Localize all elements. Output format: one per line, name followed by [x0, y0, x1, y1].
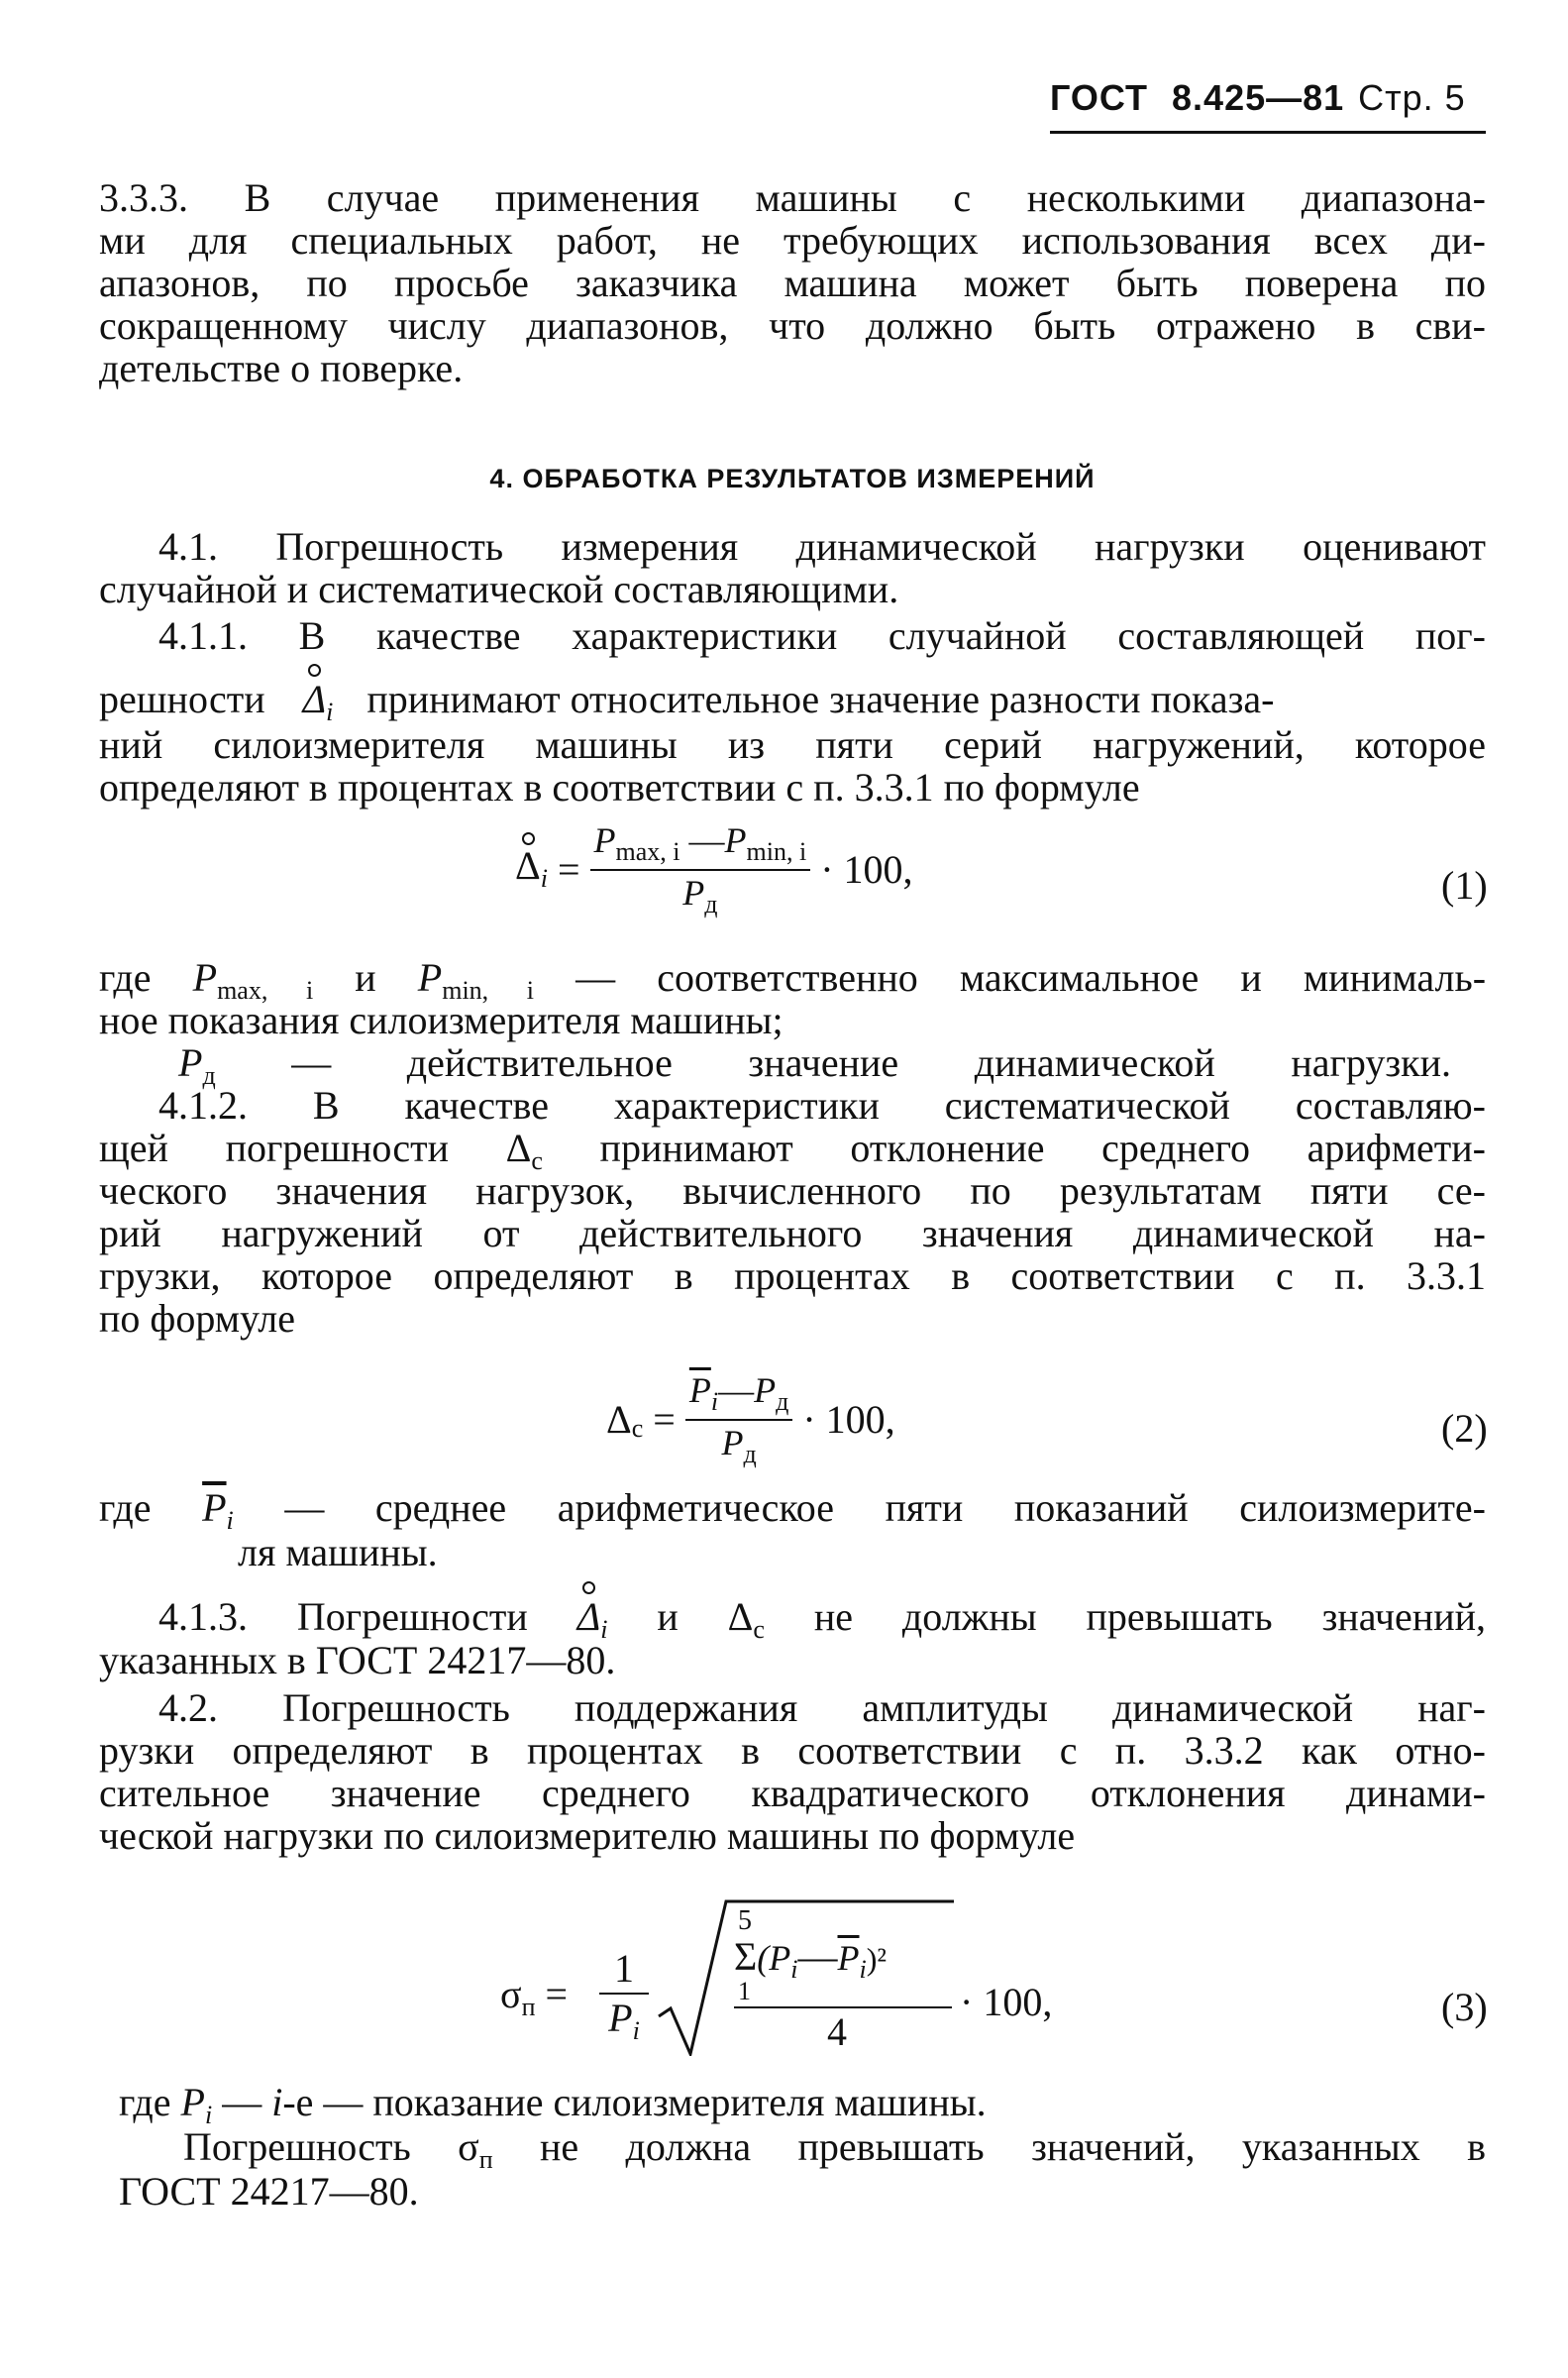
delta-symbol: Δ	[505, 1126, 532, 1170]
minus-sign: —	[679, 820, 725, 860]
symbol-subscript: c	[753, 1615, 765, 1644]
inner-fraction-bar	[734, 2006, 952, 2008]
paragraph-4-1-line-1: 4.1. Погрешность измерения динамической нагрузки оценивают	[158, 524, 1486, 569]
sum-lower-limit: 1	[738, 1977, 751, 2005]
numerator-symbol: P	[724, 820, 747, 860]
symbol-subscript: п	[478, 2145, 493, 2174]
symbol-subscript: c	[531, 1146, 543, 1175]
text-span: принимают отклонение среднего арифмети-	[599, 1126, 1486, 1170]
text-span: не должны превышать значений,	[813, 1594, 1487, 1639]
text-span: — действительное значение динамической нагрузки.	[291, 1040, 1451, 1085]
numerator-sub: д	[776, 1387, 789, 1416]
formula-1-denominator	[590, 871, 811, 918]
formula-3-prefactor	[599, 1946, 649, 2045]
paragraph-4-1-1-line-3: ний силоизмерителя машины из пяти серий нагружений, которое	[99, 722, 1486, 767]
formula-1-number: (1)	[1441, 863, 1488, 908]
denominator-symbol: P	[682, 873, 705, 913]
symbol-subscript: п	[521, 1993, 536, 2021]
paragraph-4-1-1-line-1: 4.1.1. В качестве характеристики случайной составляющей пог-	[158, 613, 1486, 658]
symbol-subscript: i	[226, 1506, 234, 1535]
formula-1-fraction	[590, 822, 811, 918]
header-standard-number: 8.425—81	[1172, 77, 1345, 118]
text-span: где	[119, 2080, 171, 2124]
formula-2-denominator	[685, 1421, 792, 1467]
text-span: не должна превышать значений, указанных в	[540, 2124, 1486, 2169]
paragraph-4-1-2-line-1: 4.1.2. В качестве характеристики систематической составляю-	[158, 1083, 1486, 1128]
paragraph-3-3-3-line-1: 3.3.3. В случае применения машины с несколькими диапазона-	[99, 175, 1486, 220]
text-span: и	[355, 955, 376, 1000]
text-span: где	[99, 955, 152, 1000]
paragraph-4-2-line-3: сительное значение среднего квадратического отклонения динами-	[99, 1771, 1486, 1815]
formula-3-number: (3)	[1441, 1985, 1488, 2029]
where-1-line-2: ное показания силоизмерителя машины;	[99, 998, 784, 1042]
symbol-subscript: max, i	[217, 976, 314, 1005]
formula-3-tail: · 100,	[960, 1980, 1053, 2024]
delta-ring-symbol: Δ	[302, 677, 327, 721]
formula-1: $\Delta_i$ = $\frac{P_{max, i} —P_{min, i}}{P_д}$ · 100,	[515, 820, 913, 919]
numerator-sub: min, i	[746, 837, 807, 866]
numerator-symbol: P	[754, 1370, 777, 1410]
symbol-p: P	[178, 1040, 203, 1085]
paragraph-3-3-3-line-4: сокращенному числу диапазонов, что должно быть отражено в сви-	[99, 303, 1486, 348]
inner-denominator: 4	[827, 2009, 847, 2054]
paragraph-4-1-1-line-4: определяют в процентах в соответствии с п. 3.3.1 по формуле	[99, 765, 1140, 810]
numerator-symbol: P	[593, 820, 616, 860]
section-4-title: 4. ОБРАБОТКА РЕЗУЛЬТАТОВ ИЗМЕРЕНИЙ	[489, 464, 1096, 493]
formula-1-tail: · 100,	[820, 847, 913, 892]
formula-1-lhs: Δ	[515, 843, 541, 889]
paragraph-4-1-2-line-3: ческого значения нагрузок, вычисленного по результатам пяти се-	[99, 1168, 1486, 1213]
delta-ring-symbol: Δ	[576, 1594, 601, 1639]
formula-1-numerator	[590, 822, 811, 871]
delta-symbol: Δ	[727, 1594, 754, 1639]
symbol-subscript: i	[600, 1615, 608, 1644]
formula-3-sum-expression	[734, 1934, 887, 1984]
minus-sign: —	[718, 1370, 755, 1410]
sigma-symbol: σ	[500, 1972, 522, 2016]
text-span: щей погрешности	[99, 1126, 449, 1170]
denominator-symbol: P	[721, 1423, 744, 1462]
text-span: принимают относительное значение разности показа-	[366, 677, 1275, 721]
sum-symbol: Σ	[734, 1934, 758, 1979]
symbol-i: i	[271, 2080, 283, 2124]
text-span: —	[222, 2080, 262, 2124]
paragraph-3-3-3-line-2: ми для специальных работ, не требующих использования всех ди-	[99, 218, 1486, 263]
numerator-sub: i	[710, 1387, 719, 1416]
prefactor-numerator: 1	[599, 1949, 649, 1995]
header-rule	[1050, 131, 1486, 134]
text-span: -е — показание силоизмерителя машины.	[282, 2080, 987, 2124]
inner-close: )²	[866, 1941, 887, 1977]
formula-2-number: (2)	[1441, 1406, 1488, 1451]
prefactor-denominator	[599, 1995, 649, 2044]
text-span: — среднее арифметическое пяти показаний силоизмерите-	[284, 1485, 1487, 1530]
text-span: и	[657, 1594, 679, 1639]
paragraph-4-1-line-2: случайной и систематической составляющими.	[99, 567, 899, 611]
minus-sign: —	[797, 1934, 838, 1979]
text-span: — соответственно максимальное и минималь-	[575, 955, 1487, 1000]
symbol-p: P	[608, 1996, 633, 2040]
paragraph-4-2-line-1: 4.2. Погрешность поддержания амплитуды динамической наг-	[158, 1685, 1486, 1730]
denominator-sub: д	[743, 1440, 757, 1468]
symbol-subscript: i	[790, 1955, 798, 1984]
page-header	[1050, 77, 1486, 119]
formula-3	[500, 1888, 1095, 2096]
inner-term: (P	[757, 1938, 791, 1978]
symbol-p: P	[417, 955, 443, 1000]
paragraph-3-3-3-line-5: детельстве о поверке.	[99, 346, 464, 390]
symbol-subscript: min, i	[442, 976, 535, 1005]
paragraph-4-2-line-2: рузки определяют в процентах в соответствии с п. 3.3.2 как отно-	[99, 1728, 1486, 1773]
paragraph-4-2-line-4: ческой нагрузки по силоизмерителю машины по формуле	[99, 1813, 1076, 1858]
header-gost: ГОСТ	[1050, 77, 1149, 118]
numerator-sub: max, i	[615, 837, 680, 866]
symbol-subscript: i	[204, 2101, 213, 2129]
formula-2-lhs-sub: c	[631, 1414, 644, 1444]
text-span: 4.1.3. Погрешности	[158, 1594, 528, 1639]
symbol-subscript: д	[202, 1061, 216, 1090]
text-span: Погрешность	[183, 2124, 411, 2169]
sum-upper-limit: 5	[738, 1905, 752, 1936]
paragraph-4-1-3-line-2: указанных в ГОСТ 24217—80.	[99, 1638, 616, 1682]
symbol-p: P	[180, 2080, 205, 2124]
symbol-subscript: i	[632, 2016, 640, 2045]
formula-1-lhs-sub: i	[540, 864, 548, 894]
symbol-p: P	[192, 955, 218, 1000]
sigma-symbol: σ	[458, 2124, 479, 2169]
where-2-line-2: ля машины.	[238, 1530, 438, 1574]
formula-2-numerator	[685, 1372, 792, 1421]
denominator-sub: д	[704, 890, 718, 919]
symbol-p-bar: $\overline{P}$	[202, 1485, 227, 1530]
text-span: решности	[99, 677, 265, 721]
paragraph-3-3-3-line-3: апазонов, по просьбе заказчика машина может быть поверена по	[99, 261, 1486, 305]
symbol-p-bar: $\overline{P}$	[837, 1938, 860, 1978]
final-line-2: ГОСТ 24217—80.	[119, 2169, 419, 2214]
paragraph-4-1-2-line-6: по формуле	[99, 1296, 295, 1341]
symbol-subscript: i	[326, 698, 334, 726]
formula-2-tail: · 100,	[802, 1397, 895, 1442]
formula-2-fraction	[685, 1372, 792, 1467]
symbol-subscript: i	[859, 1955, 867, 1984]
formula-2-lhs: Δ	[606, 1397, 632, 1442]
formula-2: $\Delta_c$ = $\frac{\overline{P}_i—P_д}{P_д}$ · 100,	[606, 1370, 895, 1468]
header-page-number: Стр. 5	[1358, 77, 1466, 118]
text-span: где	[99, 1485, 152, 1530]
paragraph-4-1-2-line-4: рий нагружений от действительного значения динамической на-	[99, 1211, 1486, 1255]
formula-3-lhs: $\sigma_п$ =	[500, 1972, 569, 2021]
numerator-symbol: $\overline{P}$	[688, 1370, 711, 1410]
paragraph-4-1-2-line-5: грузки, которое определяют в процентах в соответствии с п. 3.3.1	[99, 1253, 1486, 1298]
